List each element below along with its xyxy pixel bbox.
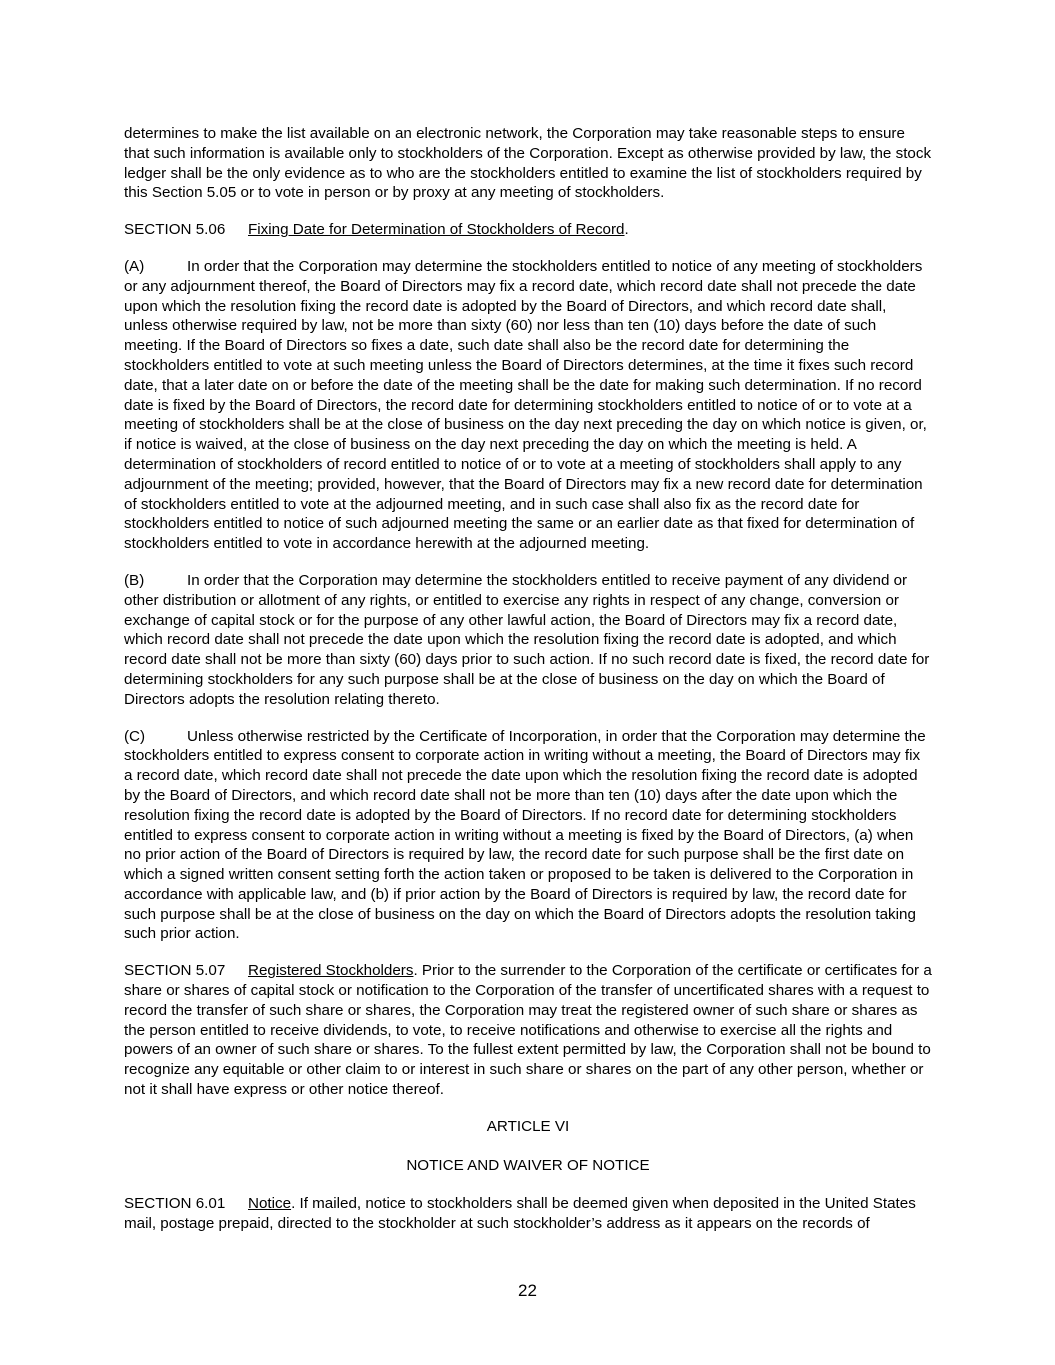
paragraph-a — [124, 257, 932, 554]
section-title: Fixing Date for Determination of Stockholders of Record — [248, 221, 625, 239]
paragraph-c — [124, 727, 932, 945]
section-text: . Prior to the surrender to the Corporation of the certificate or certificates for a share or shares of capital stock or notification to the Corporation of the transfer of uncertificated shares with a request to record the transfer of such share or shares, the Corporation may treat the registered owner of such share or shares as the person entitled to receive dividends, to vote, to receive notifications and otherwise to exercise all the rights and powers of an owner of such share or shares. To the fullest extent permitted by law, the Corporation shall not be bound to recognize any equitable or other claim to or interest in such share or shares on the part of any other person, whether or not it shall have express or other notice thereof. — [124, 962, 932, 1099]
paragraph-text: In order that the Corporation may determine the stockholders entitled to receive payment of any dividend or other distribution or allotment of any rights, or entitled to exercise any rights in respect of any change, conversion or exchange of capital stock or for the purpose of any other lawful action, the Board of Directors may fix a record date, which record date shall not precede the date upon which the resolution fixing the record date is adopted, and which record date shall not be more than sixty (60) days prior to such action. If no such record date is fixed, the record date for determining stockholders for any such purpose shall be at the close of business on the day on which the Board of Directors adopts the resolution relating thereto. — [124, 571, 930, 708]
section-6-01 — [124, 1194, 932, 1234]
section-title-end: . — [624, 221, 629, 239]
page-number: 22 — [518, 1281, 537, 1300]
paragraph-label: (B) — [124, 571, 145, 589]
paragraph-text: In order that the Corporation may determine the stockholders entitled to notice of any meeting of stockholders or any adjournment thereof, the Board of Directors may fix a record date, which record date shall not precede the date upon which the resolution fixing the record date is adopted by the Board of Directors, and which record date shall, unless otherwise required by law, not be more than sixty (60) nor less than ten (10) days before the date of such meeting. If the Board of Directors so fixes a date, such date shall also be the record date for determining the stockholders entitled to vote at such meeting unless the Board of Directors determines, at the time it fixes such record date, that a later date on or before the date of the meeting shall be the date for making such determination. If no record date is fixed by the Board of Directors, the record date for determining stockholders entitled to notice of or to vote at a meeting of stockholders shall be at the close of business on the day next preceding the day on which notice is given, or, if notice is waived, at the close of business on the day next preceding the day on which the meeting is held. A determination of stockholders of record entitled to notice of or to vote at a meeting of stockholders shall apply to any adjournment of the meeting; provided, however, that the Board of Directors may fix a new record date for determination of stockholders entitled to vote at the adjourned meeting, and in such case shall also fix as the record date for stockholders entitled to notice of such adjourned meeting the same or an earlier date as that fixed for determination of stockholders entitled to vote in accordance herewith at the adjourned meeting. — [124, 257, 927, 553]
section-number: SECTION 5.06 — [124, 221, 226, 239]
article-label: ARTICLE VI — [486, 1117, 570, 1135]
document-page — [124, 124, 932, 1251]
paragraph-text: Unless otherwise restricted by the Certificate of Incorporation, in order that the Corporation may determine the stockholders entitled to express consent to corporate action in writing without a meeting, the Board of Directors may fix a record date, which record date shall not precede the date upon which the resolution fixing the record date is adopted by the Board of Directors, and which record date shall not be more than ten (10) days after the date upon which the resolution fixing the record date is adopted by the Board of Directors. If no record date for determining stockholders entitled to express consent to corporate action in writing without a meeting is fixed by the Board of Directors, (a) when no prior action of the Board of Directors is required by law, the record date for such purpose shall be the first date on which a signed written consent setting forth the action taken or proposed to be taken is delivered to the Corporation in accordance with applicable law, and (b) if prior action by the Board of Directors is required by law, the record date for such purpose shall be at the close of business on the day on which the Board of Directors adopts the resolution taking such prior action. — [124, 727, 926, 943]
section-5-06-heading — [124, 220, 932, 240]
paragraph-b — [124, 571, 932, 710]
section-text: . If mailed, notice to stockholders shall be deemed given when deposited in the United States mail, postage prepaid, directed to the stockholder at such stockholder’s address as it appears on the records of — [124, 1195, 916, 1233]
paragraph-label: (C) — [124, 727, 146, 745]
section-title: Registered Stockholders — [248, 962, 414, 980]
paragraph-label: (A) — [124, 257, 145, 275]
section-5-07 — [124, 961, 932, 1100]
article-title: NOTICE AND WAIVER OF NOTICE — [406, 1156, 650, 1174]
section-number: SECTION 5.07 — [124, 962, 226, 980]
paragraph-continuation: determines to make the list available on an electronic network, the Corporation may take reasonable steps to ensure that such information is available only to stockholders of the Corporation. Except as otherwise provided by law, the stock ledger shall be the only evidence as to who are the stockholders entitled to examine the list of stockholders required by this Section 5.05 or to vote in person or by proxy at any meeting of stockholders. — [124, 125, 932, 202]
section-title: Notice — [248, 1195, 292, 1213]
section-number: SECTION 6.01 — [124, 1195, 226, 1213]
